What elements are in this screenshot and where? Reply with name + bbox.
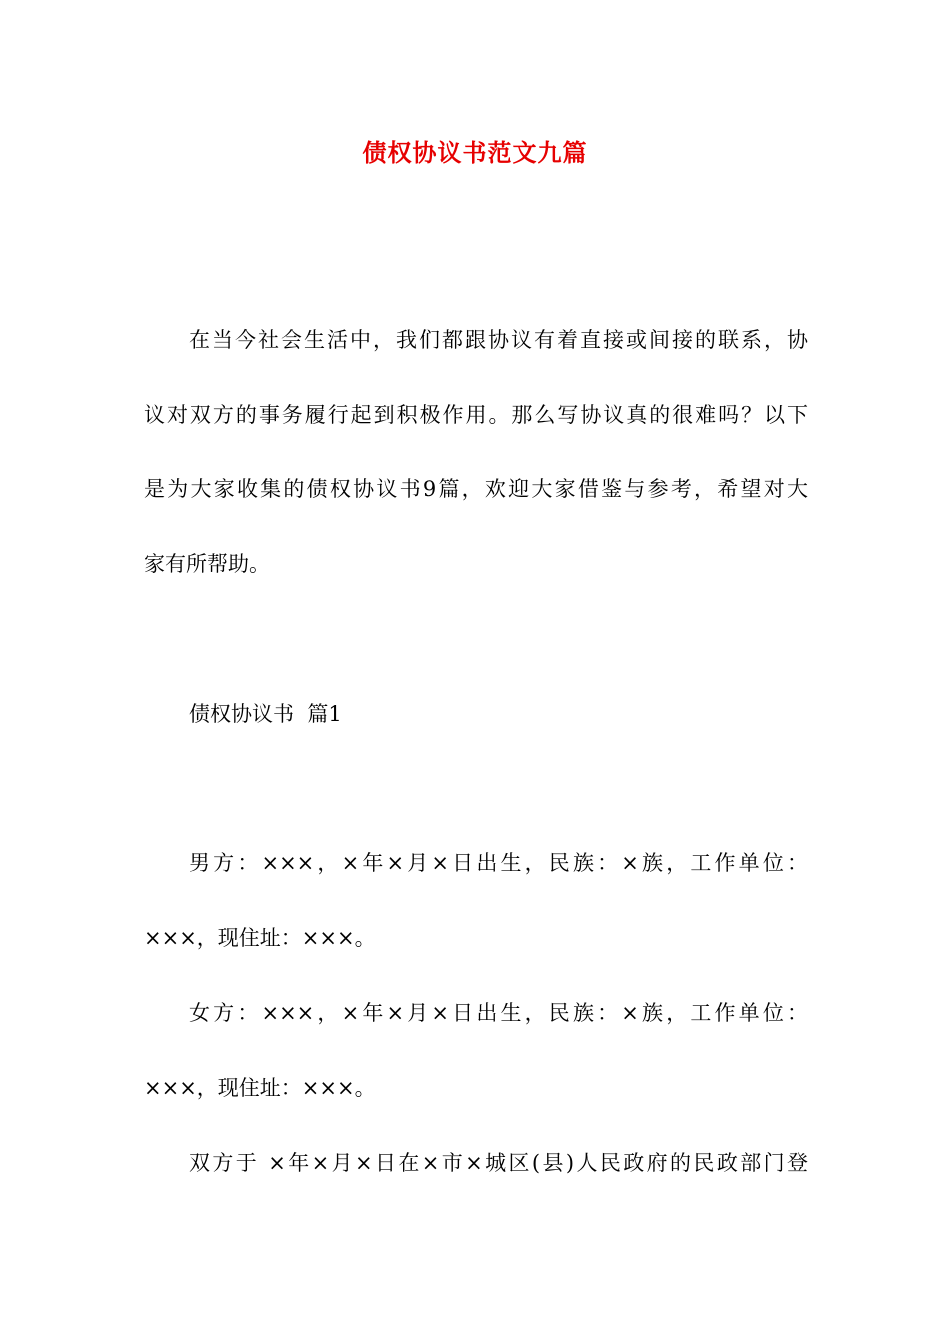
female-party-line-2: ×××，现住址：×××。 <box>144 1076 376 1100</box>
section-heading: 债权协议书 篇1 <box>189 702 342 726</box>
registration-line: 双方于 ×年×月×日在×市×城区(县)人民政府的民政部门登 <box>189 1151 808 1175</box>
intro-line-4: 家有所帮助。 <box>144 552 270 576</box>
intro-line-1: 在当今社会生活中，我们都跟协议有着直接或间接的联系，协 <box>189 328 808 352</box>
document-title: 债权协议书范文九篇 <box>362 138 588 167</box>
male-party-line-1: 男方：×××，×年×月×日出生，民族：×族，工作单位： <box>189 851 808 875</box>
intro-line-3: 是为大家收集的债权协议书9篇，欢迎大家借鉴与参考，希望对大 <box>144 477 808 501</box>
male-party-line-2: ×××，现住址：×××。 <box>144 926 376 950</box>
intro-line-2: 议对双方的事务履行起到积极作用。那么写协议真的很难吗？以下 <box>144 403 808 427</box>
female-party-line-1: 女方：×××，×年×月×日出生，民族：×族，工作单位： <box>189 1001 808 1025</box>
